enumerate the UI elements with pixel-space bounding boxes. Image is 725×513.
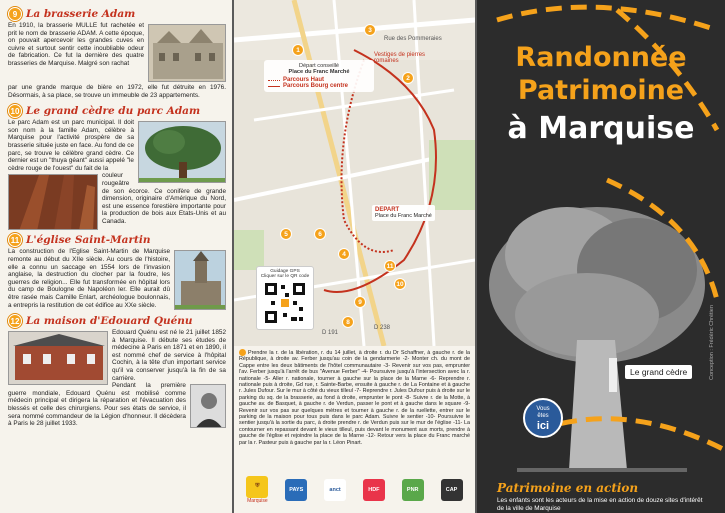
section-text: La construction de l'Eglise Saint-Martin de Marquise remonte au début du XIIe siècle. Au cours de l'histoire, elle a connu un saccage en 1554 lors de l'invasion anglaise, la destruction du clocher par la foudre, les guerres de religion... Elle fut transformée en hôpital lors du camp de Boulogne de Napoléon Ier. Elle aurait dû être rasée mais Camille Enlart, archéologue boulonnais, a entrepris la restitution de cet édifice au XXe siècle. — [8, 248, 170, 309]
etes-text: êtes — [537, 413, 549, 419]
section-text: Edouard Quénu est né le 21 juillet 1852 à Marquise. Il débute ses études de médecine à Paris en 1871 et en 1890, il est nommé chef de service à l'hôpital Cochin, à la tête d'un important service qu'il va conserver jusqu'à la fin de sa carrière. — [112, 329, 226, 382]
poi-marker[interactable]: 2 — [402, 72, 414, 84]
qr-subtitle: Cliquer sur le QR code — [260, 274, 310, 279]
map-legend — [264, 60, 374, 92]
section-title: Le grand cèdre du parc Adam — [26, 105, 201, 118]
map-panel — [234, 0, 475, 513]
marker-10: 10 — [8, 104, 22, 118]
logo-caption: Marquise — [247, 497, 268, 504]
design-credit: Conception : Frédéric Chrétien — [709, 305, 715, 380]
legend-depart: Départ conseillé — [298, 63, 340, 69]
partner-logo: PNR — [402, 479, 424, 501]
section-cedre — [8, 103, 226, 225]
section-title: La maison d'Edouard Quénu — [26, 315, 193, 328]
vestiges-label: Vestiges de pierres romaines — [374, 52, 426, 64]
depart-title: DEPART — [375, 207, 400, 213]
poi-marker[interactable]: 6 — [314, 228, 326, 240]
section-title: L'église Saint-Martin — [26, 234, 151, 247]
poi-marker[interactable]: 10 — [394, 278, 406, 290]
poi-marker[interactable]: 1 — [292, 44, 304, 56]
partner-logo: CAP — [441, 479, 463, 501]
legend-place: Place du Franc Marché — [288, 69, 350, 75]
qr-code-block[interactable] — [256, 266, 314, 330]
depart-place: Place du Franc Marché — [375, 213, 432, 219]
cover-panel — [477, 0, 725, 513]
section-brasserie — [8, 6, 226, 99]
walker-icon — [239, 349, 246, 356]
depart-label — [372, 205, 435, 221]
route-label: Parcours Haut — [283, 77, 325, 83]
partner-logo: anct — [324, 479, 346, 501]
qr-code-icon[interactable] — [263, 281, 307, 325]
road-label: D 191 — [322, 330, 339, 336]
cedre-photo — [138, 121, 226, 183]
partner-logo: PAYS — [285, 479, 307, 501]
section-text: En 1910, la brasserie MULLE fut rachetée et prit le nom de brasserie ADAM. A cette époque, on pouvait apercevoir les grandes cuves en cuivre et surtout sentir cette inoubliable odeur de fabrication. Ce fut la dernière des quatre brasseries de Marquise. Malgré son rachat — [8, 22, 144, 67]
itinerary-body: Prendre la r. de la libération, r. du 14 juillet, à droite r. du Dr Schaffner, à gauche r. de la République, à droite av. Ferber jusqu'au coin de la gendarmerie -2- Monter ch. du mont de Cappe entre les deux bâtiments de l'hôtel communautaire -3- Revenir sur vos pas, emprunter l'av. Ferber jusqu'à l'arrêt de bus "Avenue Ferber" -4- Poursuivre jusqu'à l'intersection avec la r. nationale -5- Aller r. nationale, tourner à gauche sur la place de la Marne -6- Reprendre r. nationale puis à droite, Gd rue, r. Sainte-Barbe, ensuite à gauche r. de La Fontaine et à gauche r. Jules Dufour. Sur le mur à côté du vieux tilleul -7- Reprendre r. Jules Dufour puis à droite sur le parking du sq. de la brasserie, au fond à droite, emprunter le pont -8- Suivre r. de la Motte, à gauche av. de Basquet, à gauche r. de Verdun, passer le pont et à gauche dans le square -9- Revenir sur vos pas sur quelques mètres et tourner à gauche r. de la ruellette, entrer sur le parking de la maison pour tous puis dans le parc Adam. Suivre le sentier -10- Poursuivre le sentier jusqu'à la sortie du parc, à droite prendre r. de Verdun puis sur le mur de l'église -11- La contourner en repassant devant le vieux tilleul, puis devant le monument aux morts, prendre à gauche de l'église et rejoindre la place de la Marne -12- Retour vers la place du Franc marché par la r. Pasteur puis à gauche par la r. Léon Pinart. — [239, 349, 470, 446]
poi-marker[interactable]: 4 — [338, 248, 350, 260]
marquise-logo — [246, 476, 268, 504]
trunk-photo — [8, 174, 98, 230]
vous-text: Vous — [536, 406, 550, 412]
poi-marker[interactable]: 3 — [364, 24, 376, 36]
cover-title-3: à Marquise — [507, 111, 695, 146]
partner-logo: HDF — [363, 479, 385, 501]
cedre-label: Le grand cèdre — [625, 365, 692, 379]
section-text: Le parc Adam est un parc municipal. Il doit son nom à la famille Adam, célèbre à Marquise pour l'activité prospère de sa brasserie située juste en face. Au fond de ce parc, se trouve le célèbre grand cèdre. Ce dernier est un "thuya géant" aussi appelé "le cèdre rouge de l'ouest" du fait de la — [8, 119, 134, 172]
section-text-2: par une grande marque de bière en 1972, elle fut détruite en 1976. Désormais, à sa place, se trouve un immeuble de 23 appartements. — [8, 84, 226, 99]
marker-12: 12 — [8, 314, 22, 328]
road-label: D 238 — [374, 325, 391, 331]
brasserie-photo — [148, 24, 226, 82]
route-label: Parcours Bourg centre — [283, 83, 349, 89]
poi-marker[interactable]: 8 — [342, 316, 354, 328]
poi-marker[interactable]: 5 — [280, 228, 292, 240]
section-text-2: couleur rougeâtre de son écorce. Ce conifère de grande dimension, originaire d'Amérique du Nord, est une essence forestière importante pour la production de bois aux Etats-Unis et au Canada. — [102, 172, 226, 225]
ici-text: ici — [536, 420, 550, 432]
section-eglise — [8, 232, 226, 309]
section-title: La brasserie Adam — [26, 8, 136, 20]
qr-title: Guidage GPS — [270, 269, 300, 274]
cover-subtitle: Patrimoine en action — [497, 481, 639, 495]
marker-9: 9 — [8, 7, 22, 21]
cover-title-2: Patrimoine — [517, 75, 685, 106]
cover-description: Les enfants sont les acteurs de la mise en action de douze sites d'intérêt de la ville de Marquise — [497, 497, 703, 512]
section-text-2: Pendant la première guerre mondiale, Edouard Quénu est mobilisé comme médecin principal et dirigera la réparation et l'évacuation des blessés et celle des chirurgiens. Pour ses états de service, il sera nommé commandeur de la Légion d'honneur. Il décèdera à Paris le 28 juillet 1933. — [8, 382, 186, 428]
you-are-here-badge — [523, 398, 563, 438]
poi-marker[interactable]: 9 — [354, 296, 366, 308]
marker-11: 11 — [8, 233, 22, 247]
portrait-photo — [190, 384, 226, 428]
left-panel — [0, 0, 232, 513]
partner-logos — [234, 466, 475, 513]
crest-icon: ⛨ — [246, 476, 268, 498]
maison-photo — [8, 331, 108, 385]
poi-marker[interactable]: 11 — [384, 260, 396, 272]
legend-route-bourg — [268, 83, 370, 89]
eglise-photo — [174, 250, 226, 310]
section-quenu — [8, 313, 226, 428]
road-label: Rue des Pommeraies — [384, 36, 442, 42]
cover-title-1: Randonnée — [515, 42, 687, 73]
